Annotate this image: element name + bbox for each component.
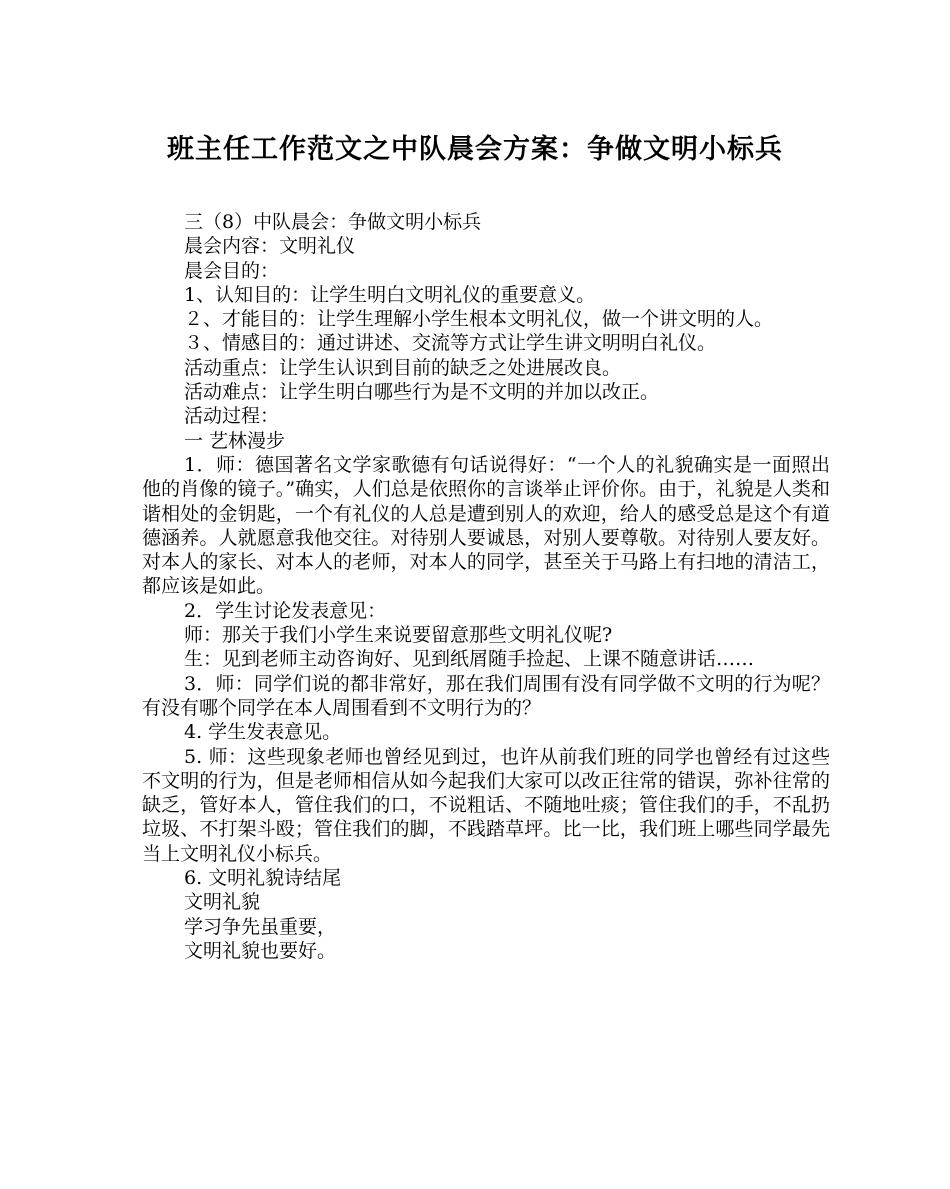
paragraph-teacher-question: 师：那关于我们小学生来说要留意那些文明礼仪呢? — [184, 624, 613, 647]
paragraph-goal-1: 1、认知目的：让学生明白文明礼仪的重要意义。 — [184, 283, 596, 306]
paragraph-poem-line-1: 学习争先虽重要， — [184, 915, 337, 938]
paragraph-step-4: 4. 学生发表意见。 — [184, 721, 342, 744]
document-body — [142, 210, 830, 963]
paragraph-difficulty: 活动难点：让学生明白哪些行为是不文明的并加以改正。 — [184, 381, 660, 404]
paragraph-section-1: 一 艺林漫步 — [184, 429, 286, 452]
paragraph-poem-title: 文明礼貌 — [184, 891, 261, 914]
paragraph-student-answer: 生：见到老师主动咨询好、见到纸屑随手捡起、上课不随意讲话…… — [184, 648, 755, 671]
paragraph-step-3: 3．师：同学们说的都非常好，那在我们周围有没有同学做不文明的行为呢？有没有哪个同学在本人周围看到不文明行为的？ — [142, 672, 830, 719]
paragraph-poem-line-2: 文明礼貌也要好。 — [184, 939, 337, 962]
paragraph-step-5: 5. 师：这些现象老师也曾经见到过，也许从前我们班的同学也曾经有过这些不文明的行为，但是老师相信从如今起我们大家可以改正往常的错误，弥补往常的缺乏，管好本人，管住我们的口，不说粗话、不随地吐痰；管住我们的手，不乱扔垃圾、不打架斗殴；管住我们的脚，不践踏草坪。比一比，我们班上哪些同学最先当上文明礼仪小标兵。 — [142, 745, 830, 865]
document-title: 班主任工作范文之中队晨会方案：争做文明小标兵 — [167, 134, 783, 165]
paragraph-goal-2: ２、才能目的：让学生理解小学生根本文明礼仪，做一个讲文明的人。 — [184, 308, 774, 331]
paragraph-class-meeting: 三（8）中队晨会：争做文明小标兵 — [184, 211, 482, 233]
paragraph-process: 活动过程： — [184, 405, 280, 428]
paragraph-step-1: 1．师：德国著名文学家歌德有句话说得好：“一个人的礼貌确实是一面照出他的肖像的镜子。”确实，人们总是依照你的言谈举止评价你。由于，礼貌是人类和谐相处的金钥匙，一个有礼仪的人总是遭到别人的欢迎，给人的感受总是这个有道德涵养。人就愿意我他交往。对待别人要诚恳，对别人要尊敬。对待别人要友好。对本人的家长、对本人的老师，对本人的同学，甚至关于马路上有扫地的清洁工，都应该是如此。 — [142, 453, 830, 598]
paragraph-key-point: 活动重点：让学生认识到目前的缺乏之处进展改良。 — [184, 356, 622, 379]
paragraph-step-6: 6. 文明礼貌诗结尾 — [184, 867, 342, 890]
paragraph-meeting-content: 晨会内容：文明礼仪 — [184, 235, 356, 258]
paragraph-meeting-goal: 晨会目的： — [184, 259, 280, 282]
paragraph-step-2: 2．学生讨论发表意见： — [184, 599, 387, 622]
paragraph-goal-3: ３、情感目的：通过讲述、交流等方式让学生讲文明明白礼仪。 — [184, 332, 717, 355]
